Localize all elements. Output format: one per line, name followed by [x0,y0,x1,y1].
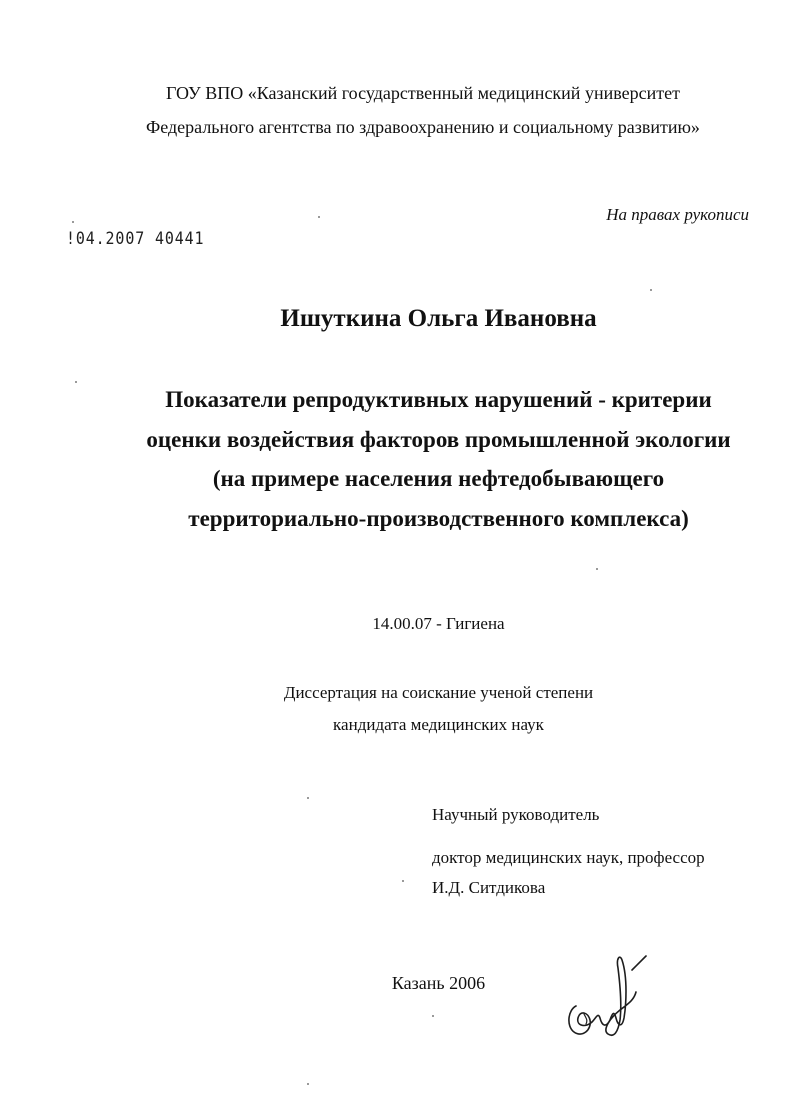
degree-line-1: Диссертация на соискание ученой степени [283,683,594,702]
dissertation-title [40,380,797,538]
scan-speck [402,880,404,882]
scan-speck [318,216,320,218]
institution-line-1: ГОУ ВПО «Казанский государственный медицинский университет [166,83,680,103]
supervisor-rank: доктор медицинских наук, профессор [432,848,705,867]
institution-line-2: Федерального агентства по здравоохранению и социальному развитию» [146,117,700,137]
scan-speck [307,1083,309,1085]
scan-speck [75,381,77,383]
specialty-code: 14.00.07 - Гигиена [372,614,505,633]
supervisor-block [432,804,705,899]
author-name: Ишуткина Ольга Ивановна [280,305,597,332]
archive-stamp-number: !04.2007 40441 [66,229,205,249]
title-line-3: (на примере населения нефтедобывающего [212,466,665,491]
manuscript-note: На правах рукописи [606,205,749,224]
supervisor-name: И.Д. Ситдикова [432,878,546,897]
scan-speck [432,1015,434,1017]
scan-speck [72,221,74,223]
degree-statement [40,677,797,741]
institution-block [48,76,797,144]
scan-speck [307,797,309,799]
title-line-1: Показатели репродуктивных нарушений - критерии [165,387,712,412]
degree-line-2: кандидата медицинских наук [333,715,544,734]
city-and-year: Казань 2006 [391,973,486,993]
scan-speck [650,289,652,291]
title-line-2: оценки воздействия факторов промышленной экологии [146,426,731,452]
supervisor-label: Научный руководитель [432,805,600,824]
title-line-4: территориально-производственного комплекса) [188,505,689,531]
scan-speck [596,568,598,570]
handwritten-signature [562,948,652,1040]
